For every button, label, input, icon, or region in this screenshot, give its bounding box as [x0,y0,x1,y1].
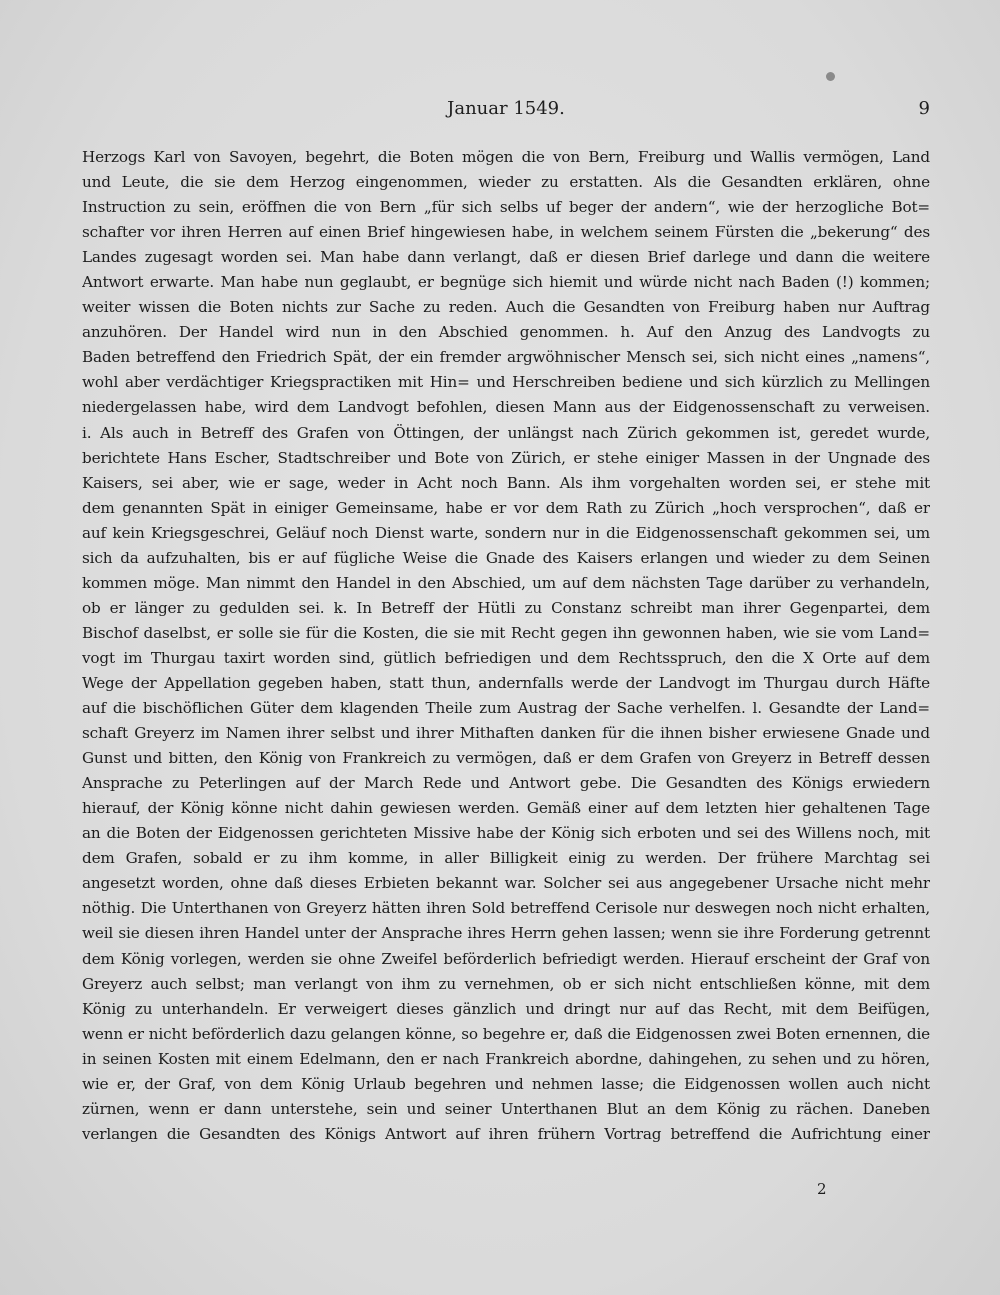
text-line: schafter vor ihren Herren auf einen Brief hingewiesen habe, in welchem seinem Fürsten die „bekerung“ des [82,223,930,242]
text-line: auf die bischöflichen Güter dem klagenden Theile zum Austrag der Sache verhelfen. l. Gesandte der Land= [82,699,930,718]
text-line: berichtete Hans Escher, Stadtschreiber und Bote von Zürich, er stehe einiger Massen in der Ungnade des [82,448,930,467]
text-line: Antwort erwarte. Man habe nun geglaubt, er begnüge sich hiemit und würde nicht nach Baden (!) kommen; [82,273,930,292]
page-number: 9 [918,98,930,119]
text-line: ob er länger zu gedulden sei. k. In Betreff der Hütli zu Constanz schreibt man ihrer Gegenpartei, dem [82,598,930,617]
text-line: auf kein Kriegsgeschrei, Geläuf noch Dienst warte, sondern nur in die Eidgenossenschaft gekommen sei, um [82,523,930,542]
text-line: Landes zugesagt worden sei. Man habe dann verlangt, daß er diesen Brief darlege und dann die weitere [82,248,930,267]
text-line: König zu unterhandeln. Er verweigert dieses gänzlich und dringt nur auf das Recht, mit dem Beifügen, [82,999,930,1018]
text-line: Wege der Appellation gegeben haben, statt thun, andernfalls werde der Landvogt im Thurgau durch Häfte [82,673,930,692]
text-line: an die Boten der Eidgenossen gerichteten Missive habe der König sich erboten und sei des Willens noch, mit [82,824,930,843]
text-line: und Leute, die sie dem Herzog eingenommen, wieder zu erstatten. Als die Gesandten erklären, ohne [82,173,930,192]
text-line: dem genannten Spät in einiger Gemeinsame, habe er vor dem Rath zu Zürich „hoch versprochen“, daß er [82,498,930,517]
text-line: niedergelassen habe, wird dem Landvogt befohlen, diesen Mann aus der Eidgenossenschaft zu verweisen. [82,398,930,417]
running-head [82,98,930,124]
text-line: weil sie diesen ihren Handel unter der Ansprache ihres Herrn gehen lassen; wenn sie ihre Forderung getrennt [82,924,930,943]
text-line: i. Als auch in Betreff des Grafen von Öttingen, der unlängst nach Zürich gekommen ist, geredet wurde, [82,423,930,442]
text-line: anzuhören. Der Handel wird nun in den Abschied genommen. h. Auf den Anzug des Landvogts zu [82,323,930,342]
text-line: Kaisers, sei aber, wie er sage, weder in Acht noch Bann. Als ihm vorgehalten worden sei, er stehe mit [82,473,930,492]
signature-mark: 2 [817,1180,827,1198]
ink-spot [826,72,835,81]
text-line: zürnen, wenn er dann unterstehe, sein und seiner Unterthanen Blut an dem König zu rächen. Daneben [82,1099,930,1118]
text-line: weiter wissen die Boten nichts zur Sache zu reden. Auch die Gesandten von Freiburg haben nur Auftrag [82,298,930,317]
text-line: schaft Greyerz im Namen ihrer selbst und ihrer Mithaften danken für die ihnen bisher erwiesene Gnade und [82,724,930,743]
text-line: wohl aber verdächtiger Kriegspractiken mit Hin= und Herschreiben bediene und sich kürzlich zu Mellingen [82,373,930,392]
text-line: Bischof daselbst, er solle sie für die Kosten, die sie mit Recht gegen ihn gewonnen haben, wie sie vom Land= [82,623,930,642]
text-line: wie er, der Graf, von dem König Urlaub begehren und nehmen lasse; die Eidgenossen wollen auch nicht [82,1074,930,1093]
running-title: Januar 1549. [447,98,565,119]
text-line: sich da aufzuhalten, bis er auf fügliche Weise die Gnade des Kaisers erlangen und wieder zu dem Seinen [82,548,930,567]
text-line: in seinen Kosten mit einem Edelmann, den er nach Frankreich abordne, dahingehen, zu sehen und zu hören, [82,1049,930,1068]
text-line: wenn er nicht beförderlich dazu gelangen könne, so begehre er, daß die Eidgenossen zwei Boten ernennen, die [82,1024,930,1043]
text-line: angesetzt worden, ohne daß dieses Erbieten bekannt war. Solcher sei aus angegebener Ursache nicht mehr [82,874,930,893]
text-line: dem Grafen, sobald er zu ihm komme, in aller Billigkeit einig zu werden. Der frühere Marchtag sei [82,849,930,868]
text-line: dem König vorlegen, werden sie ohne Zweifel beförderlich befriedigt werden. Hierauf erscheint der Graf von [82,949,930,968]
text-line: Herzogs Karl von Savoyen, begehrt, die Boten mögen die von Bern, Freiburg und Wallis vermögen, Land [82,148,930,166]
body-text [82,145,930,1147]
text-line: nöthig. Die Unterthanen von Greyerz hätten ihren Sold betreffend Cerisole nur deswegen noch nicht erhalten, [82,899,930,918]
text-line: vogt im Thurgau taxirt worden sind, gütlich befriedigen und dem Rechtsspruch, den die X Orte auf dem [82,648,930,667]
text-line: verlangen die Gesandten des Königs Antwort auf ihren frühern Vortrag betreffend die Aufrichtung einer [82,1124,930,1143]
text-line: hierauf, der König könne nicht dahin gewiesen werden. Gemäß einer auf dem letzten hier gehaltenen Tage [82,799,930,818]
text-line: Ansprache zu Peterlingen auf der March Rede und Antwort gebe. Die Gesandten des Königs erwiedern [82,774,930,793]
text-line: Instruction zu sein, eröffnen die von Bern „für sich selbs uf beger der andern“, wie der herzogliche Bot= [82,198,930,217]
text-line: Baden betreffend den Friedrich Spät, der ein fremder argwöhnischer Mensch sei, sich nicht eines „namens“, [82,348,930,367]
text-line: Greyerz auch selbst; man verlangt von ihm zu vernehmen, ob er sich nicht entschließen könne, mit dem [82,974,930,993]
text-line: kommen möge. Man nimmt den Handel in den Abschied, um auf dem nächsten Tage darüber zu verhandeln, [82,573,930,592]
text-line: Gunst und bitten, den König von Frankreich zu vermögen, daß er dem Grafen von Greyerz in Betreff dessen [82,749,930,768]
